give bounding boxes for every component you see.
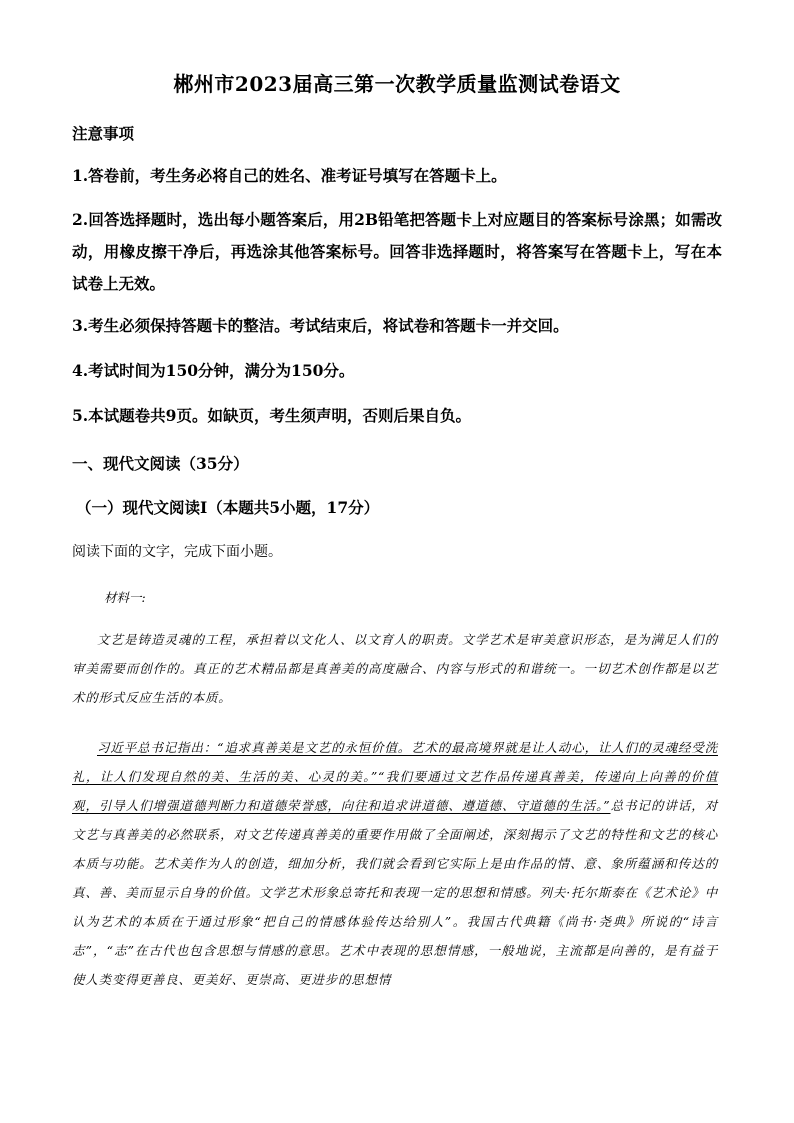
notice-item-1: 1.答卷前，考生务必将自己的姓名、准考证号填写在答题卡上。 <box>72 166 507 185</box>
notice-item-3: 3.考生必须保持答题卡的整洁。考试结束后，将试卷和答题卡一并交回。 <box>72 316 569 335</box>
notice-item-4: 4.考试时间为150分钟，满分为150分。 <box>72 361 355 380</box>
notice-heading: 注意事项 <box>72 124 135 143</box>
reading-instruction: 阅读下面的文字，完成下面小题。 <box>72 544 282 560</box>
subsection-heading: （一）现代文阅读Ⅰ（本题共5小题，17分） <box>76 498 380 517</box>
exam-title: 郴州市2023届高三第一次教学质量监测试卷语文 <box>173 72 621 96</box>
section-heading: 一、现代文阅读（35分） <box>72 454 249 473</box>
notice-item-5: 5.本试题卷共9页。如缺页，考生须声明，否则后果自负。 <box>72 406 471 425</box>
paragraph-2-body: 总书记的讲话，对文艺与真善美的必然联系，对文艺传递真善美的重要作用做了全面阐述，深刻揭示了文艺的特性和文艺的核心本质与功能。艺术美作为人的创造，细加分析，我们就会看到它实际上是由作品的情、意、象所蕴涵和传达的真、善、美而显示自身的价值。文学艺术形象总寄托和表现一定的思想和情感。列夫·托尔斯泰在《艺术论》中认为艺术的本质在于通过形象“把自己的情感体验传达给别人”。我国古代典籍《尚书·尧典》所说的“诗言志”，“志”在古代也包含思想与情感的意思。艺术中表现的思想情感，一般地说，主流都是向善的，是有益于使人类变得更善良、更美好、更崇高、更进步的思想情 <box>72 798 718 987</box>
paragraph-1: 文艺是铸造灵魂的工程，承担着以文化人、以文育人的职责。文学艺术是审美意识形态，是为满足人们的审美需要而创作的。真正的艺术精品都是真善美的高度融合、内容与形式的和谐统一。一切艺术创作都是以艺术的形式反应生活的本质。 <box>72 632 718 705</box>
paragraph-2-quote-underlined: 习近平总书记指出：“追求真善美是文艺的永恒价值。艺术的最高境界就是让人动心，让人们的灵魂经受洗礼，让人们发现自然的美、生活的美、心灵的美。”“我们要通过文艺作品传递真善美，传递向上向善的价值观，引导人们增强道德判断力和道德荣誉感，向往和追求讲道德、遵道德、守道德的生活。” <box>72 740 718 813</box>
paragraph-2 <box>72 733 718 994</box>
material-label: 材料一: <box>104 590 146 605</box>
notice-item-2: 2.回答选择题时，选出每小题答案后，用2B铅笔把答题卡上对应题目的答案标号涂黑；如需改动，用橡皮擦干净后，再选涂其他答案标号。回答非选择题时，将答案写在答题卡上，写在本试卷上无效。 <box>72 210 722 293</box>
